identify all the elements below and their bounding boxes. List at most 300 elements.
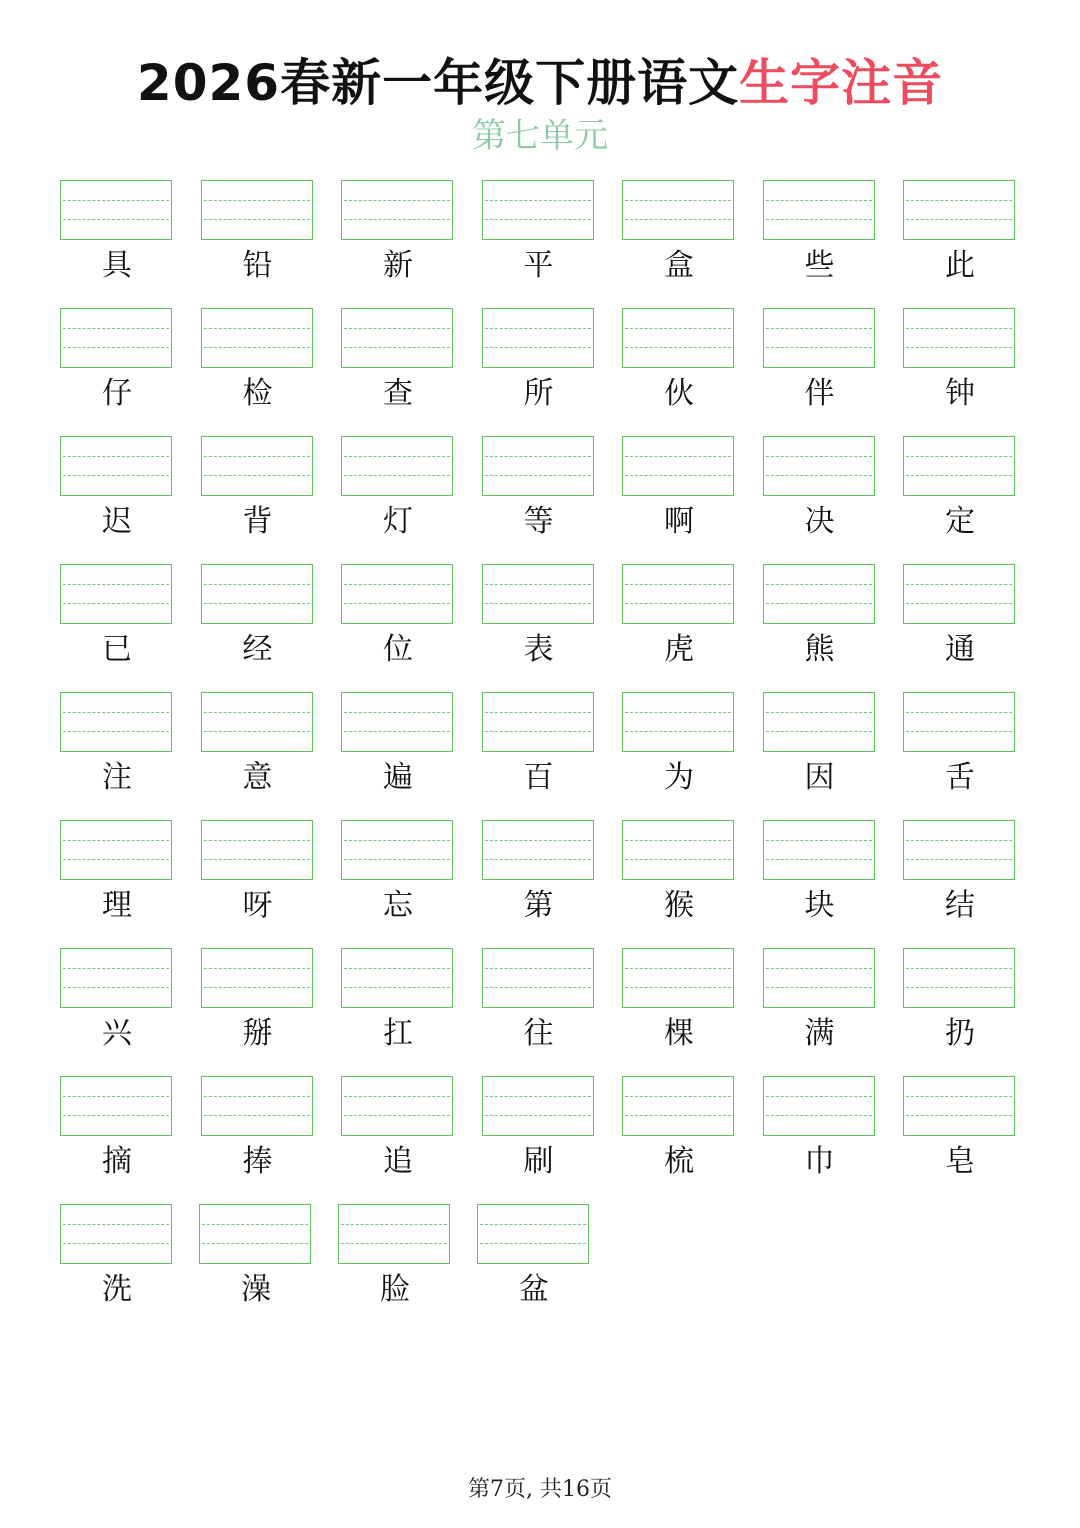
pinyin-guide-line — [204, 712, 310, 713]
pinyin-guide-line — [204, 347, 310, 348]
hanzi-character: 梳 — [664, 1144, 694, 1179]
pinyin-guide-line — [906, 347, 1012, 348]
hanzi-character: 理 — [102, 888, 132, 923]
pinyin-guide-line — [485, 840, 591, 841]
pinyin-writing-box[interactable] — [341, 436, 453, 496]
character-cell — [201, 948, 315, 1068]
pinyin-guide-line — [204, 859, 310, 860]
title-accent: 生字注音 — [739, 54, 944, 112]
pinyin-guide-line — [906, 1096, 1012, 1097]
pinyin-writing-box[interactable] — [482, 308, 594, 368]
hanzi-character: 因 — [804, 760, 835, 795]
pinyin-writing-box[interactable] — [763, 180, 875, 240]
pinyin-guide-line — [766, 968, 872, 969]
pinyin-guide-line — [344, 731, 450, 732]
pinyin-guide-line — [766, 712, 872, 713]
pinyin-writing-box[interactable] — [60, 308, 172, 368]
pinyin-guide-line — [63, 328, 169, 329]
pinyin-writing-box[interactable] — [60, 1076, 172, 1136]
pinyin-writing-box[interactable] — [763, 948, 875, 1008]
pinyin-guide-line — [766, 328, 872, 329]
pinyin-guide-line — [204, 968, 310, 969]
character-cell — [763, 436, 877, 556]
character-cell — [60, 692, 174, 812]
pinyin-writing-box[interactable] — [763, 820, 875, 880]
pinyin-writing-box[interactable] — [477, 1204, 589, 1264]
pinyin-guide-line — [204, 219, 310, 220]
hanzi-character: 意 — [242, 760, 273, 795]
pinyin-guide-line — [766, 731, 872, 732]
pinyin-guide-line — [204, 987, 310, 988]
pinyin-guide-line — [344, 328, 450, 329]
character-cell — [341, 564, 455, 684]
pinyin-guide-line — [204, 200, 310, 201]
hanzi-character: 舌 — [945, 760, 975, 795]
hanzi-character: 伙 — [664, 376, 694, 411]
pinyin-guide-line — [625, 475, 731, 476]
pinyin-writing-box[interactable] — [622, 820, 734, 880]
pinyin-guide-line — [625, 328, 731, 329]
hanzi-character: 块 — [804, 888, 835, 923]
pinyin-writing-box[interactable] — [341, 180, 453, 240]
hanzi-character: 些 — [804, 248, 835, 283]
character-cell — [482, 180, 596, 300]
pinyin-guide-line — [63, 200, 169, 201]
pinyin-guide-line — [63, 1243, 169, 1244]
pinyin-writing-box[interactable] — [341, 308, 453, 368]
hanzi-character: 第 — [523, 888, 554, 923]
hanzi-character: 经 — [242, 632, 273, 667]
pinyin-guide-line — [766, 859, 872, 860]
hanzi-character: 等 — [523, 504, 554, 539]
pinyin-guide-line — [766, 603, 872, 604]
pinyin-writing-box[interactable] — [903, 692, 1015, 752]
pinyin-guide-line — [63, 456, 169, 457]
character-cell — [482, 436, 596, 556]
pinyin-guide-line — [906, 200, 1012, 201]
pinyin-writing-box[interactable] — [482, 948, 594, 1008]
pinyin-writing-box[interactable] — [201, 564, 313, 624]
pinyin-guide-line — [485, 347, 591, 348]
pinyin-guide-line — [766, 840, 872, 841]
hanzi-character: 迟 — [102, 504, 132, 539]
pinyin-guide-line — [906, 731, 1012, 732]
hanzi-character: 新 — [383, 248, 413, 283]
hanzi-character: 背 — [242, 504, 273, 539]
pinyin-guide-line — [906, 456, 1012, 457]
hanzi-character: 扔 — [945, 1016, 975, 1051]
pinyin-guide-line — [485, 712, 591, 713]
pinyin-guide-line — [906, 328, 1012, 329]
hanzi-character: 盆 — [519, 1272, 549, 1307]
pinyin-writing-box[interactable] — [341, 564, 453, 624]
pinyin-guide-line — [344, 968, 450, 969]
pinyin-writing-box[interactable] — [622, 564, 734, 624]
hanzi-character: 追 — [383, 1144, 413, 1179]
pinyin-writing-box[interactable] — [201, 820, 313, 880]
pinyin-writing-box[interactable] — [482, 820, 594, 880]
character-cell — [60, 564, 174, 684]
character-row — [60, 564, 1020, 692]
character-row — [60, 692, 1020, 820]
pinyin-writing-box[interactable] — [763, 436, 875, 496]
pinyin-guide-line — [344, 219, 450, 220]
pinyin-guide-line — [204, 475, 310, 476]
pinyin-writing-box[interactable] — [201, 948, 313, 1008]
hanzi-character: 伴 — [804, 376, 835, 411]
character-cell — [482, 564, 596, 684]
pinyin-guide-line — [485, 328, 591, 329]
pinyin-writing-box[interactable] — [201, 436, 313, 496]
page-number: 第7页, 共16页 — [468, 1477, 612, 1502]
hanzi-character: 此 — [945, 248, 975, 283]
hanzi-character: 盒 — [664, 248, 694, 283]
hanzi-character: 遍 — [383, 760, 413, 795]
hanzi-character: 决 — [804, 504, 835, 539]
pinyin-guide-line — [766, 1096, 872, 1097]
pinyin-guide-line — [625, 456, 731, 457]
pinyin-writing-box[interactable] — [60, 692, 172, 752]
character-cell — [763, 820, 877, 940]
hanzi-character: 铅 — [242, 248, 273, 283]
character-cell — [482, 692, 596, 812]
pinyin-guide-line — [204, 456, 310, 457]
pinyin-writing-box[interactable] — [763, 308, 875, 368]
character-cell — [60, 436, 174, 556]
character-cell — [903, 180, 1017, 300]
hanzi-character: 兴 — [102, 1016, 132, 1051]
hanzi-character: 往 — [523, 1016, 554, 1051]
pinyin-guide-line — [485, 219, 591, 220]
hanzi-character: 所 — [523, 376, 554, 411]
hanzi-character: 掰 — [242, 1016, 273, 1051]
pinyin-guide-line — [766, 219, 872, 220]
hanzi-character: 洗 — [102, 1272, 132, 1307]
character-cell — [60, 948, 174, 1068]
character-row — [60, 1076, 1020, 1204]
pinyin-guide-line — [344, 1096, 450, 1097]
pinyin-guide-line — [344, 840, 450, 841]
character-cell — [482, 948, 596, 1068]
hanzi-character: 仔 — [102, 376, 132, 411]
pinyin-guide-line — [485, 1115, 591, 1116]
character-cell — [341, 436, 455, 556]
pinyin-writing-box[interactable] — [60, 436, 172, 496]
pinyin-guide-line — [344, 712, 450, 713]
hanzi-character: 注 — [102, 760, 132, 795]
pinyin-guide-line — [344, 859, 450, 860]
pinyin-guide-line — [485, 456, 591, 457]
pinyin-writing-box[interactable] — [60, 1204, 172, 1264]
character-cell — [341, 180, 455, 300]
character-cell — [60, 308, 174, 428]
character-cell — [60, 1204, 174, 1324]
pinyin-writing-box[interactable] — [763, 1076, 875, 1136]
pinyin-writing-box[interactable] — [341, 692, 453, 752]
character-cell — [341, 1076, 455, 1196]
pinyin-guide-line — [204, 1096, 310, 1097]
pinyin-writing-box[interactable] — [903, 1076, 1015, 1136]
character-cell — [622, 820, 736, 940]
pinyin-guide-line — [766, 1115, 872, 1116]
pinyin-guide-line — [202, 1224, 308, 1225]
pinyin-writing-box[interactable] — [341, 820, 453, 880]
pinyin-writing-box[interactable] — [903, 308, 1015, 368]
pinyin-guide-line — [485, 731, 591, 732]
pinyin-guide-line — [344, 200, 450, 201]
character-cell — [763, 564, 877, 684]
pinyin-guide-line — [766, 200, 872, 201]
hanzi-character: 已 — [102, 632, 132, 667]
page-title — [0, 48, 1080, 118]
pinyin-writing-box[interactable] — [60, 820, 172, 880]
pinyin-guide-line — [485, 1096, 591, 1097]
pinyin-guide-line — [204, 328, 310, 329]
pinyin-writing-box[interactable] — [903, 948, 1015, 1008]
pinyin-guide-line — [625, 603, 731, 604]
pinyin-guide-line — [63, 987, 169, 988]
pinyin-writing-box[interactable] — [622, 308, 734, 368]
hanzi-character: 定 — [945, 504, 975, 539]
hanzi-character: 满 — [804, 1016, 835, 1051]
pinyin-guide-line — [906, 1115, 1012, 1116]
pinyin-guide-line — [766, 584, 872, 585]
pinyin-guide-line — [625, 987, 731, 988]
pinyin-guide-line — [485, 475, 591, 476]
pinyin-guide-line — [341, 1243, 447, 1244]
pinyin-writing-box[interactable] — [622, 436, 734, 496]
pinyin-writing-box[interactable] — [482, 564, 594, 624]
hanzi-character: 灯 — [383, 504, 413, 539]
character-cell — [903, 436, 1017, 556]
character-cell — [622, 436, 736, 556]
hanzi-character: 钟 — [945, 376, 975, 411]
pinyin-guide-line — [63, 584, 169, 585]
pinyin-guide-line — [625, 731, 731, 732]
hanzi-character: 刷 — [523, 1144, 554, 1179]
pinyin-guide-line — [625, 1115, 731, 1116]
pinyin-guide-line — [63, 219, 169, 220]
pinyin-guide-line — [625, 1096, 731, 1097]
pinyin-guide-line — [625, 200, 731, 201]
character-cell — [201, 436, 315, 556]
hanzi-character: 平 — [523, 248, 554, 283]
character-row — [60, 1204, 1020, 1332]
character-cell — [482, 1076, 596, 1196]
pinyin-guide-line — [485, 968, 591, 969]
title-main: 2026春新一年级下册语文 — [136, 54, 740, 112]
pinyin-writing-box[interactable] — [763, 564, 875, 624]
hanzi-character: 扛 — [383, 1016, 413, 1051]
character-cell — [341, 948, 455, 1068]
pinyin-writing-box[interactable] — [482, 180, 594, 240]
pinyin-guide-line — [63, 731, 169, 732]
pinyin-guide-line — [485, 859, 591, 860]
pinyin-guide-line — [625, 712, 731, 713]
character-row — [60, 820, 1020, 948]
pinyin-writing-box[interactable] — [201, 308, 313, 368]
pinyin-guide-line — [480, 1224, 586, 1225]
character-cell — [903, 308, 1017, 428]
pinyin-guide-line — [204, 840, 310, 841]
pinyin-guide-line — [485, 200, 591, 201]
pinyin-guide-line — [766, 456, 872, 457]
pinyin-guide-line — [906, 859, 1012, 860]
pinyin-guide-line — [485, 603, 591, 604]
pinyin-writing-box[interactable] — [763, 692, 875, 752]
character-cell — [763, 308, 877, 428]
character-cell — [763, 1076, 877, 1196]
character-cell — [622, 180, 736, 300]
pinyin-guide-line — [63, 712, 169, 713]
hanzi-character: 摘 — [102, 1144, 132, 1179]
pinyin-guide-line — [485, 584, 591, 585]
pinyin-guide-line — [766, 987, 872, 988]
character-row — [60, 308, 1020, 436]
pinyin-guide-line — [63, 1096, 169, 1097]
pinyin-writing-box[interactable] — [903, 820, 1015, 880]
pinyin-guide-line — [625, 859, 731, 860]
pinyin-writing-box[interactable] — [201, 180, 313, 240]
character-cell — [622, 948, 736, 1068]
hanzi-character: 捧 — [242, 1144, 273, 1179]
character-cell — [338, 1204, 452, 1324]
pinyin-guide-line — [906, 219, 1012, 220]
pinyin-guide-line — [480, 1243, 586, 1244]
hanzi-character: 皂 — [945, 1144, 975, 1179]
hanzi-character: 棵 — [664, 1016, 694, 1051]
pinyin-writing-box[interactable] — [60, 180, 172, 240]
pinyin-guide-line — [906, 840, 1012, 841]
character-cell — [60, 180, 174, 300]
pinyin-guide-line — [63, 859, 169, 860]
character-cell — [201, 820, 315, 940]
character-cell — [903, 564, 1017, 684]
pinyin-writing-box[interactable] — [622, 948, 734, 1008]
hanzi-character: 具 — [102, 248, 132, 283]
pinyin-writing-box[interactable] — [482, 436, 594, 496]
hanzi-character: 澡 — [241, 1272, 271, 1307]
character-cell — [763, 948, 877, 1068]
character-cell — [341, 692, 455, 812]
pinyin-writing-box[interactable] — [622, 692, 734, 752]
pinyin-writing-box[interactable] — [338, 1204, 450, 1264]
pinyin-writing-box[interactable] — [903, 180, 1015, 240]
pinyin-guide-line — [766, 347, 872, 348]
character-cell — [201, 564, 315, 684]
pinyin-guide-line — [344, 456, 450, 457]
pinyin-writing-box[interactable] — [341, 948, 453, 1008]
character-cell — [622, 564, 736, 684]
hanzi-character: 表 — [523, 632, 554, 667]
hanzi-character: 巾 — [804, 1144, 835, 1179]
character-cell — [477, 1204, 591, 1324]
pinyin-guide-line — [63, 1115, 169, 1116]
character-cell — [60, 820, 174, 940]
pinyin-guide-line — [63, 347, 169, 348]
hanzi-character: 呀 — [242, 888, 273, 923]
hanzi-character: 检 — [242, 376, 273, 411]
pinyin-guide-line — [204, 1115, 310, 1116]
hanzi-character: 位 — [383, 632, 413, 667]
character-cell — [903, 948, 1017, 1068]
pinyin-guide-line — [625, 347, 731, 348]
pinyin-guide-line — [906, 475, 1012, 476]
character-cell — [201, 1076, 315, 1196]
character-cell — [763, 692, 877, 812]
character-cell — [201, 180, 315, 300]
pinyin-guide-line — [204, 584, 310, 585]
hanzi-character: 虎 — [664, 632, 694, 667]
character-cell — [903, 820, 1017, 940]
character-cell — [482, 308, 596, 428]
hanzi-character: 通 — [945, 632, 975, 667]
pinyin-writing-box[interactable] — [201, 692, 313, 752]
pinyin-writing-box[interactable] — [60, 948, 172, 1008]
hanzi-character: 猴 — [664, 888, 694, 923]
character-cell — [201, 692, 315, 812]
pinyin-guide-line — [906, 584, 1012, 585]
pinyin-writing-box[interactable] — [622, 180, 734, 240]
pinyin-writing-box[interactable] — [201, 1076, 313, 1136]
hanzi-character: 脸 — [380, 1272, 410, 1307]
pinyin-guide-line — [906, 968, 1012, 969]
pinyin-writing-box[interactable] — [622, 1076, 734, 1136]
pinyin-guide-line — [344, 347, 450, 348]
pinyin-guide-line — [625, 840, 731, 841]
character-cell — [341, 308, 455, 428]
character-row — [60, 436, 1020, 564]
hanzi-character: 百 — [523, 760, 554, 795]
pinyin-guide-line — [485, 987, 591, 988]
hanzi-character: 为 — [664, 760, 694, 795]
character-row — [60, 948, 1020, 1076]
character-cell — [903, 1076, 1017, 1196]
hanzi-character: 忘 — [383, 888, 413, 923]
pinyin-guide-line — [625, 219, 731, 220]
pinyin-guide-line — [344, 987, 450, 988]
character-cell — [622, 692, 736, 812]
pinyin-guide-line — [344, 603, 450, 604]
pinyin-guide-line — [906, 603, 1012, 604]
pinyin-writing-box[interactable] — [482, 1076, 594, 1136]
character-cell — [763, 180, 877, 300]
character-cell — [482, 820, 596, 940]
hanzi-character: 熊 — [804, 632, 835, 667]
pinyin-writing-box[interactable] — [341, 1076, 453, 1136]
character-grid — [60, 180, 1020, 1332]
hanzi-character: 查 — [383, 376, 413, 411]
hanzi-character: 结 — [945, 888, 975, 923]
character-cell — [60, 1076, 174, 1196]
character-cell — [622, 308, 736, 428]
pinyin-writing-box[interactable] — [199, 1204, 311, 1264]
character-row — [60, 180, 1020, 308]
unit-subtitle: 第七单元 — [472, 116, 608, 156]
pinyin-writing-box[interactable] — [903, 564, 1015, 624]
pinyin-guide-line — [63, 603, 169, 604]
pinyin-writing-box[interactable] — [903, 436, 1015, 496]
pinyin-guide-line — [63, 475, 169, 476]
pinyin-guide-line — [204, 603, 310, 604]
pinyin-guide-line — [341, 1224, 447, 1225]
pinyin-writing-box[interactable] — [482, 692, 594, 752]
character-cell — [201, 308, 315, 428]
pinyin-guide-line — [625, 584, 731, 585]
pinyin-writing-box[interactable] — [60, 564, 172, 624]
character-cell — [903, 692, 1017, 812]
pinyin-guide-line — [906, 987, 1012, 988]
